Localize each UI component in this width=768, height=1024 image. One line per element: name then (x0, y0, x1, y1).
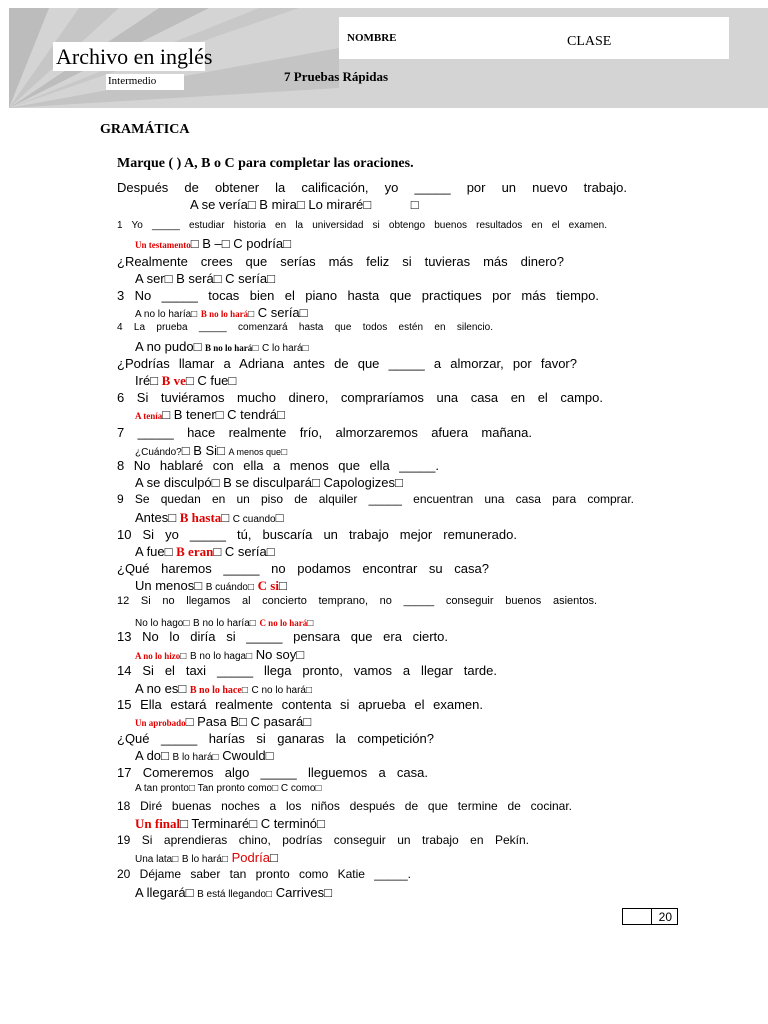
option-c: Capologizes (323, 475, 396, 490)
option-b: Terminaré (191, 816, 250, 831)
option-b: B hasta (179, 510, 222, 525)
question-line: ¿Podrías llamar a Adriana antes de que _____ a almorzar, por favor? (117, 356, 577, 371)
level-label: Intermedio (108, 75, 157, 87)
option-b: B no lo haga (189, 651, 247, 662)
option-a: Un final (135, 816, 181, 831)
option-b: B no lo hará (205, 343, 253, 353)
option-a: ¿Cuándo? (135, 447, 182, 458)
checkbox-icon[interactable]: □ (180, 651, 187, 662)
checkbox-icon[interactable]: □ (164, 544, 173, 559)
option-b: B no lo hará (200, 309, 249, 319)
option-line (135, 544, 275, 560)
question-line: 9 Se quedan en un piso de alquiler _____ encuentran una casa para comprar. (117, 492, 634, 506)
checkbox-icon[interactable]: □ (217, 443, 225, 458)
question-line: ¿Qué _____ harías si ganaras la competición? (117, 731, 434, 746)
option-a: Antes (135, 510, 169, 525)
option-a: A tenía (135, 411, 163, 421)
question-line: 19 Si aprendieras chino, podrías conseguir un trabajo en Pekín. (117, 833, 529, 847)
option-c: No soy (255, 647, 297, 662)
checkbox-icon[interactable]: □ (305, 685, 313, 696)
checkbox-icon[interactable]: □ (248, 582, 255, 593)
option-c: C sería (224, 544, 267, 559)
option-line (135, 305, 308, 320)
option-a: A no pudo (135, 339, 194, 354)
option-line (135, 783, 321, 794)
checkbox-icon[interactable]: □ (277, 407, 285, 422)
option-b: B eran (176, 544, 214, 559)
checkbox-icon[interactable]: □ (239, 714, 247, 729)
checkbox-icon[interactable]: □ (363, 197, 372, 212)
checkbox-icon[interactable]: □ (181, 443, 190, 458)
option-b: B no lo haría (193, 618, 250, 629)
option-line (135, 475, 403, 490)
section-title: GRAMÁTICA (100, 122, 190, 137)
question-line: 18 Diré buenas noches a los niños después de que termine de cocinar. (117, 799, 572, 813)
nombre-label: NOMBRE (347, 32, 397, 44)
checkbox-icon[interactable]: □ (193, 339, 202, 354)
option-c: C no lo hará (251, 685, 306, 696)
option-c: Carrives (275, 885, 325, 900)
option-c: A menos que (228, 447, 282, 457)
checkbox-icon[interactable]: □ (278, 578, 287, 593)
option-a: Una lata (135, 854, 173, 865)
option-c: Lo miraré (308, 197, 364, 212)
option-c: Cwould (222, 748, 266, 763)
option-line (135, 714, 311, 729)
test-title: 7 Pruebas Rápidas (284, 69, 389, 84)
clase-label: CLASE (567, 34, 612, 49)
option-c: C sería (257, 305, 300, 320)
option-a: Un aprobado (135, 718, 186, 728)
option-b: B tener (173, 407, 216, 422)
checkbox-icon[interactable]: □ (221, 510, 230, 525)
checkbox-icon[interactable]: □ (161, 748, 169, 763)
checkbox-icon[interactable]: □ (172, 854, 179, 865)
checkbox-icon[interactable]: □ (194, 578, 203, 593)
checkbox-icon[interactable]: □ (303, 714, 312, 729)
checkbox-icon[interactable]: □ (168, 510, 177, 525)
checkbox-icon[interactable]: □ (211, 475, 220, 490)
question-line: 12 Si no llegamos al concierto temprano, no _____ conseguir buenos asientos. (117, 595, 597, 607)
option-a: A no lo hizo (135, 651, 181, 661)
option-c: C cuando (232, 514, 276, 525)
checkbox-icon[interactable]: □ (212, 752, 219, 763)
option-b: B mira (259, 197, 297, 212)
question-line: 20 Déjame saber tan pronto como Katie _____. (117, 867, 411, 881)
option-line (135, 236, 291, 251)
option-b: B ve (161, 373, 186, 388)
checkbox-icon[interactable]: □ (164, 271, 173, 286)
option-a: Un testamento (135, 240, 191, 250)
option-line (135, 614, 313, 629)
checkbox-icon[interactable]: □ (266, 544, 275, 559)
logo-title: Archivo en inglés (56, 44, 213, 69)
option-line (135, 647, 304, 662)
checkbox-icon[interactable]: □ (249, 816, 258, 831)
question-line: 4 La prueba _____ comenzará hasta que todos estén en silencio. (117, 322, 493, 333)
option-c: C lo hará (261, 343, 303, 354)
option-line (135, 748, 273, 763)
option-b: Tan pronto como (197, 783, 273, 794)
checkbox-icon[interactable]: □ (275, 510, 284, 525)
question-line: ¿Realmente crees que serías más feliz si tuvieras más dinero? (117, 254, 564, 269)
divider (651, 909, 652, 924)
checkbox-icon[interactable]: □ (150, 373, 159, 388)
option-c: C si (257, 578, 279, 593)
option-c: C fue (197, 373, 229, 388)
question-line: 3 No _____ tocas bien el piano hasta que practiques por más tiempo. (117, 288, 599, 303)
option-line (135, 510, 283, 526)
checkbox-icon[interactable]: □ (162, 407, 171, 422)
option-b: B cuándo (205, 582, 248, 593)
checkbox-icon[interactable]: □ (265, 748, 274, 763)
checkbox-icon[interactable]: □ (395, 475, 403, 490)
checkbox-icon[interactable]: □ (252, 343, 259, 354)
option-c: Podría (231, 850, 270, 865)
checkbox-icon[interactable]: □ (266, 889, 273, 900)
checkbox-icon[interactable]: □ (246, 651, 253, 662)
question-line: 6 Si tuviéramos mucho dinero, compraríamos una casa en el campo. (117, 390, 603, 405)
checkbox-icon[interactable]: □ (317, 816, 325, 831)
checkbox-icon[interactable]: □ (180, 816, 189, 831)
option-c: C pasará (250, 714, 304, 729)
checkbox-icon[interactable]: □ (213, 544, 222, 559)
option-c: C tendrá (227, 407, 278, 422)
option-line (135, 578, 287, 594)
checkbox-icon[interactable]: □ (247, 197, 256, 212)
option-a: A ser (135, 271, 165, 286)
checkbox-icon[interactable]: □ (311, 475, 320, 490)
option-line (190, 197, 419, 212)
option-b: B está llegando (197, 889, 267, 900)
checkbox-icon[interactable]: □ (302, 343, 309, 354)
question-line: 7 _____ hace realmente frío, almorzaremos afuera mañana. (117, 425, 532, 440)
option-c: C terminó (260, 816, 318, 831)
checkbox-icon[interactable]: □ (267, 271, 275, 286)
option-line (135, 885, 332, 900)
option-b: B Si (193, 443, 218, 458)
checkbox-icon[interactable]: □ (185, 373, 194, 388)
option-a: Un menos (135, 578, 195, 593)
option-c: C podría (233, 236, 284, 251)
instruction: Marque ( ) A, B o C para completar las oraciones. (117, 156, 414, 171)
checkbox-icon[interactable]: □ (183, 618, 190, 629)
page-number: 20 (658, 910, 672, 924)
question-line: 14 Si el taxi _____ llega pronto, vamos a llegar tarde. (117, 663, 497, 678)
option-a: A tan pronto (135, 783, 189, 794)
option-a: A fue (135, 544, 165, 559)
option-b: B lo hará (181, 854, 222, 865)
checkbox-icon[interactable]: □ (299, 305, 308, 320)
checkbox-icon[interactable]: □ (188, 783, 195, 794)
option-a: A se disculpó (135, 475, 212, 490)
option-line (135, 407, 285, 422)
checkbox-icon[interactable]: □ (269, 850, 278, 865)
question-line: ¿Qué haremos _____ no podamos encontrar su casa? (117, 561, 489, 576)
checkbox-icon[interactable]: □ (296, 647, 305, 662)
checkbox-icon[interactable]: □ (213, 271, 222, 286)
option-b: Pasa B (197, 714, 240, 729)
checkbox-icon[interactable]: □ (178, 681, 187, 696)
checkbox-icon[interactable]: □ (241, 685, 248, 696)
option-line (135, 681, 312, 696)
question-line: 15 Ella estará realmente contenta si aprueba el examen. (117, 697, 483, 712)
option-a: A do (135, 748, 162, 763)
checkbox-icon[interactable]: □ (281, 447, 288, 458)
option-a: A llegará (135, 885, 186, 900)
option-a: No lo hago (135, 618, 184, 629)
checkbox-icon[interactable]: □ (191, 309, 198, 320)
checkbox-icon[interactable]: □ (315, 783, 322, 794)
option-b: B se disculpará (223, 475, 312, 490)
checkbox-icon[interactable]: □ (185, 714, 194, 729)
option-b: B – (202, 236, 222, 251)
question-line: 13 No lo diría si _____ pensara que era cierto. (117, 629, 448, 644)
checkbox-icon[interactable]: □ (221, 854, 228, 865)
checkbox-icon[interactable]: □ (221, 236, 230, 251)
checkbox-icon[interactable]: □ (283, 236, 291, 251)
checkbox-icon[interactable]: □ (249, 618, 256, 629)
question-line: 17 Comeremos algo _____ lleguemos a casa. (117, 765, 428, 780)
option-b: B lo hará (172, 752, 213, 763)
checkbox-icon[interactable]: □ (215, 407, 224, 422)
option-a: A no es (135, 681, 179, 696)
option-a: A no lo haría (135, 309, 192, 320)
name-field-box (339, 17, 729, 59)
option-c: C sería (225, 271, 268, 286)
question-line: 1 Yo _____ estudiar historia en la universidad si obtengo buenos resultados en el examen. (117, 220, 607, 231)
page-number-box (622, 908, 678, 925)
checkbox-icon[interactable]: □ (296, 197, 305, 212)
question-line: 10 Si yo _____ tú, buscaría un trabajo mejor remunerado. (117, 527, 517, 542)
option-a: A se vería (190, 197, 248, 212)
question-line: Después de obtener la calificación, yo _____ por un nuevo trabajo. (117, 180, 627, 195)
option-line (135, 850, 278, 865)
checkbox-icon[interactable]: □ (324, 885, 332, 900)
checkbox-icon[interactable]: □ (307, 618, 314, 629)
checkbox-icon[interactable]: □ (190, 236, 199, 251)
option-c: C no lo hará (259, 618, 308, 628)
checkbox-icon[interactable]: □ (248, 309, 255, 320)
question-line: 8 No hablaré con ella a menos que ella _____. (117, 458, 439, 473)
option-line (135, 339, 309, 354)
option-c: C como (280, 783, 316, 794)
option-line (135, 271, 275, 286)
option-b: B no lo hace (189, 685, 242, 696)
option-line (135, 443, 287, 458)
checkbox-icon[interactable]: □ (228, 373, 237, 388)
option-b: B será (176, 271, 214, 286)
checkbox-icon[interactable]: □ (185, 885, 194, 900)
checkbox-icon[interactable]: □ (410, 197, 419, 212)
option-line (135, 816, 325, 832)
option-line (135, 373, 236, 389)
option-a: Iré (135, 373, 151, 388)
checkbox-icon[interactable]: □ (272, 783, 279, 794)
